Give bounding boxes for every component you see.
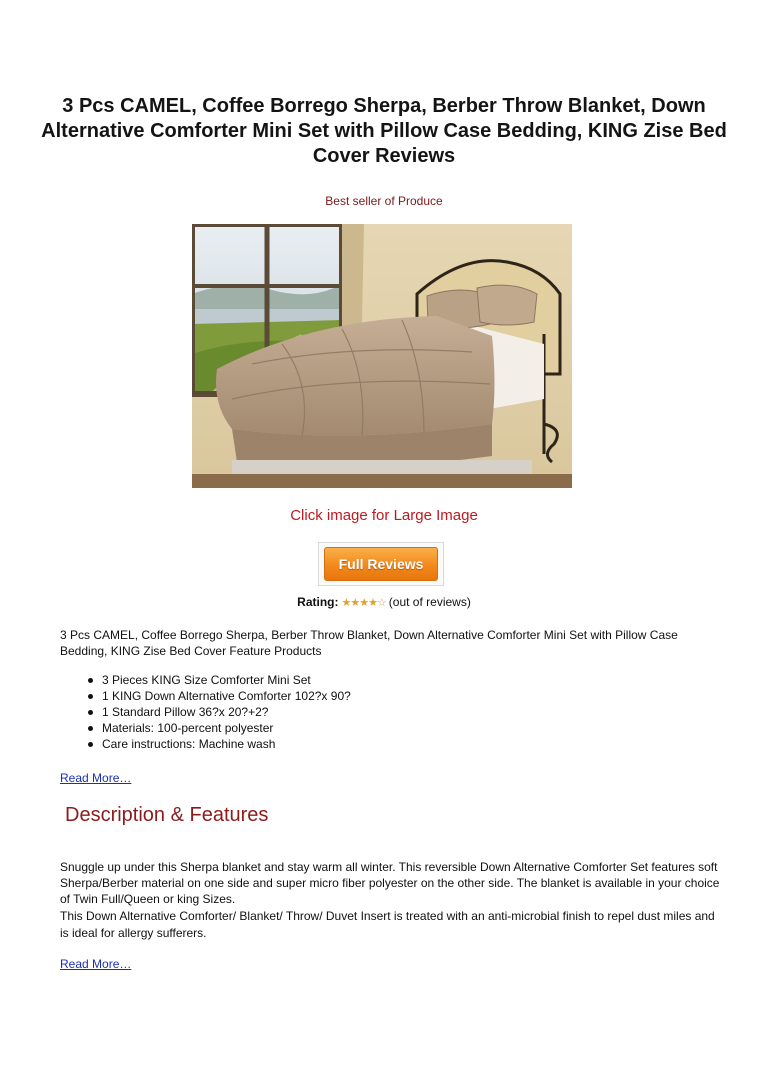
bedroom-comforter-photo (192, 224, 572, 488)
product-image[interactable] (192, 224, 572, 488)
rating-line (0, 595, 768, 609)
rating-stars-icon: ★★★★☆ (341, 597, 386, 609)
read-more-link[interactable]: Read More… (60, 957, 132, 971)
page-title: 3 Pcs CAMEL, Coffee Borrego Sherpa, Berber Throw Blanket, Down Alternative Comforter Mini Set with Pillow Case Bedding, KING Zise Bed Cover Reviews (41, 95, 727, 167)
rating-suffix: (out of reviews) (388, 595, 471, 609)
read-more-link[interactable]: Read More… (60, 771, 132, 785)
feature-item: 1 Standard Pillow 36?x 20?+2? (88, 704, 351, 720)
rating-label: Rating: (297, 595, 339, 609)
feature-item: 3 Pieces KING Size Comforter Mini Set (88, 672, 351, 688)
section-heading: Description & Features (65, 804, 269, 826)
description-text (60, 859, 720, 942)
feature-list (88, 672, 351, 752)
product-intro: 3 Pcs CAMEL, Coffee Borrego Sherpa, Berber Throw Blanket, Down Alternative Comforter Mini Set with Pillow Case Bedding, KING Zise Bed Cover Feature Products (60, 628, 678, 658)
description-paragraph: Snuggle up under this Sherpa blanket and stay warm all winter. This reversible Down Alternative Comforter Set features soft Sherpa/Berber material on one side and super micro fiber polyester on the other side. The blanket is available in your choice of Twin Full/Queen or king Sizes. (60, 860, 720, 906)
best-seller-subtitle: Best seller of Produce (325, 194, 443, 208)
feature-item: Materials: 100-percent polyester (88, 720, 351, 736)
feature-item: 1 KING Down Alternative Comforter 102?x 90? (88, 688, 351, 704)
large-image-link[interactable]: Click image for Large Image (290, 507, 478, 524)
full-reviews-button-label: Full Reviews (324, 547, 438, 581)
feature-item: Care instructions: Machine wash (88, 736, 351, 752)
full-reviews-button[interactable] (318, 542, 444, 586)
description-paragraph: This Down Alternative Comforter/ Blanket/ Throw/ Duvet Insert is treated with an anti-microbial finish to repel dust miles and is ideal for allergy sufferers. (60, 909, 715, 940)
